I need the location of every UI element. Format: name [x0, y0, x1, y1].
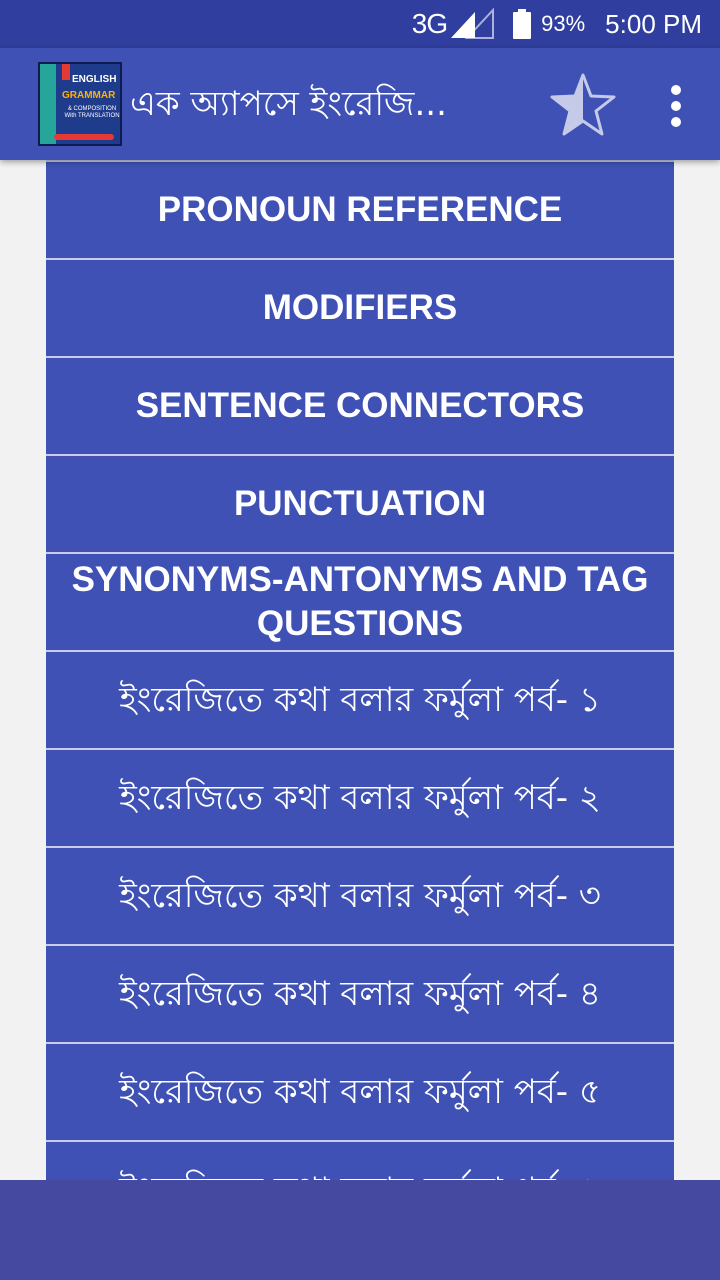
status-bar — [0, 0, 720, 48]
list-item[interactable]: ইংরেজিতে কথা বলার ফর্মুলা পর্ব- ১ — [46, 652, 674, 750]
signal-icon — [449, 8, 495, 40]
list-item[interactable]: PUNCTUATION — [46, 456, 674, 554]
battery-icon — [513, 9, 531, 39]
list-item[interactable]: SYNONYMS-ANTONYMS AND TAG QUESTIONS — [46, 554, 674, 652]
logo-text-english: ENGLISH — [72, 74, 117, 85]
more-vert-icon[interactable] — [656, 76, 696, 136]
list-item[interactable]: ইংরেজিতে কথা বলার ফর্মুলা পর্ব- ২ — [46, 750, 674, 848]
list-item[interactable]: ইংরেজিতে কথা বলার ফর্মুলা পর্ব- ৫ — [46, 1044, 674, 1142]
list-item[interactable]: PRONOUN REFERENCE — [46, 160, 674, 260]
logo-text-composition: & COMPOSITION With TRANSLATION — [64, 106, 120, 119]
app-title: এক অ্যাপসে ইংরেজি... — [130, 84, 447, 124]
app-logo — [38, 62, 122, 146]
logo-text-grammar: GRAMMAR — [62, 90, 116, 101]
app-bar — [0, 48, 720, 160]
topic-list — [46, 160, 674, 1180]
list-item[interactable]: SENTENCE CONNECTORS — [46, 358, 674, 456]
battery-percent: 93% — [541, 11, 586, 36]
list-item[interactable]: MODIFIERS — [46, 260, 674, 358]
list-item[interactable]: ইংরেজিতে কথা বলার ফর্মুলা পর্ব- ৩ — [46, 848, 674, 946]
network-type: 3G — [411, 8, 448, 39]
clock: 5:00 PM — [605, 8, 702, 39]
bottom-panel — [0, 1180, 720, 1280]
star-half-icon[interactable] — [548, 70, 618, 140]
list-item[interactable]: ইংরেজিতে কথা বলার ফর্মুলা পর্ব- ৪ — [46, 946, 674, 1044]
